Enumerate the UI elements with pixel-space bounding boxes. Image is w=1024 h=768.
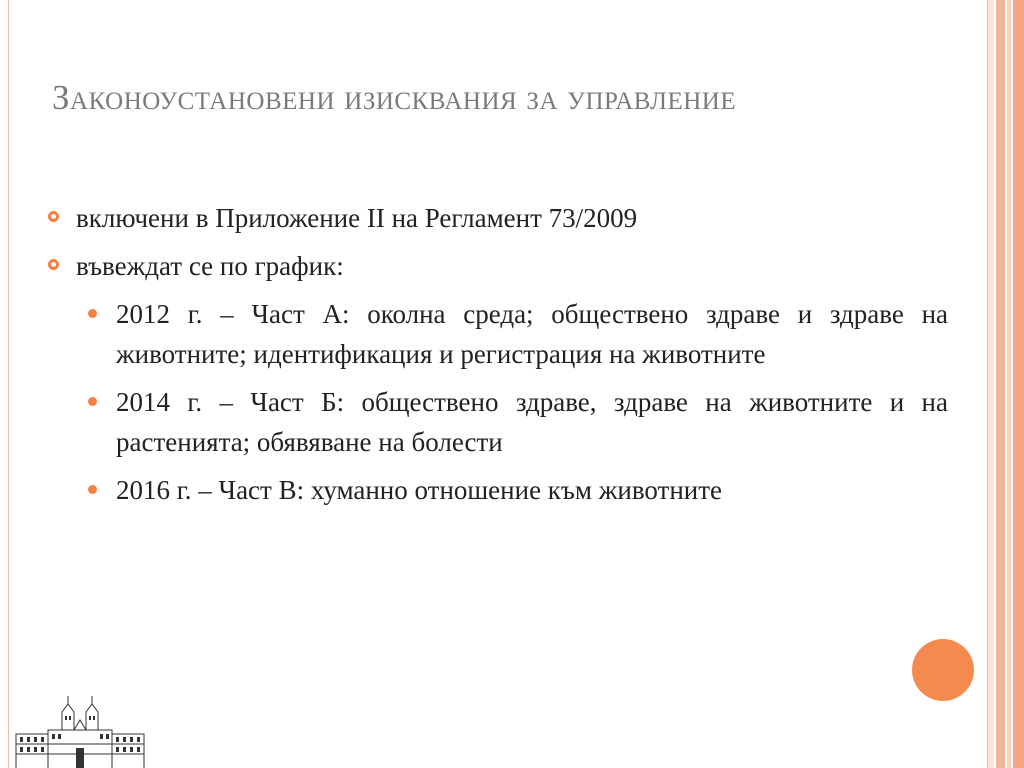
sub-bullet-item (88, 294, 948, 374)
decorative-circle (912, 639, 974, 701)
university-building-logo (14, 690, 146, 768)
bullet-dot-icon (88, 485, 97, 494)
bullet-dot-icon (88, 309, 97, 318)
bullet-ring-icon (48, 211, 59, 222)
bullet-list (48, 198, 948, 518)
bullet-item (48, 198, 948, 246)
slide-title: Законоустановени изисквания за управление (52, 78, 737, 117)
sub-bullet-item (88, 470, 948, 510)
sub-bullet-text: 2014 г. – Част Б: обществено здраве, здраве на животните и на растенията; обявяване на болести (116, 387, 948, 457)
bullet-ring-icon (48, 259, 59, 270)
sub-bullet-text: 2012 г. – Част А: околна среда; обществено здраве и здраве на животните; идентификация и регистрация на животните (116, 299, 948, 369)
bullet-item (48, 246, 948, 294)
sub-bullet-text: 2016 г. – Част В: хуманно отношение към животните (116, 475, 723, 505)
bullet-dot-icon (88, 397, 97, 406)
bullet-text: включени в Приложение II на Регламент 73/2009 (76, 203, 638, 233)
decorative-stripes (988, 0, 1024, 768)
sub-bullet-item (88, 382, 948, 462)
bullet-text: въвеждат се по график: (76, 251, 344, 281)
